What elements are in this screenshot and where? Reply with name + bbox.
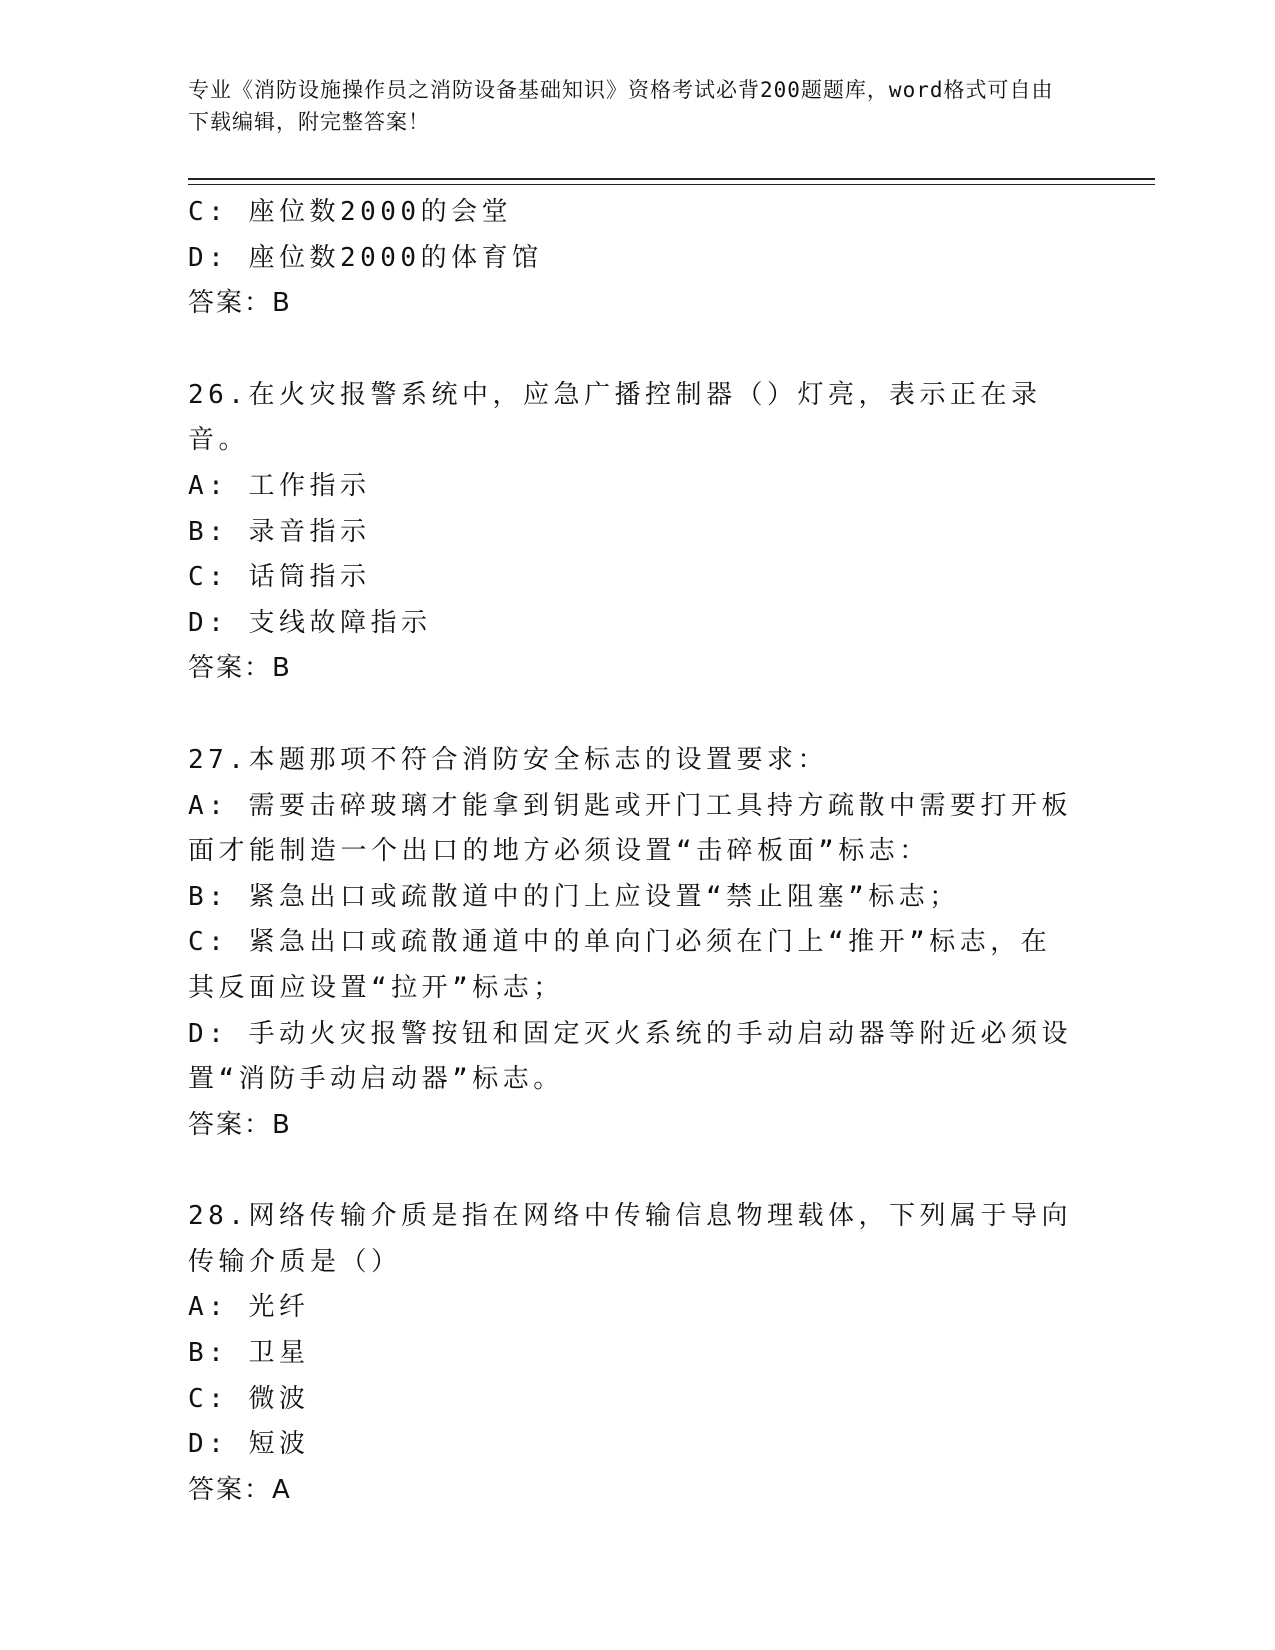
option-a: A: 光纤 (188, 1292, 310, 1323)
option-b: B: 紧急出口或疏散道中的门上应设置“禁止阻塞”标志； (188, 881, 960, 912)
option-b: B: 卫星 (188, 1338, 310, 1369)
spacer (188, 692, 1078, 738)
question-28 (188, 1194, 1078, 1513)
question-26 (188, 373, 1078, 692)
header-rule-thick (188, 178, 1155, 180)
option-b: B: 录音指示 (188, 516, 371, 547)
spacer (188, 327, 1078, 373)
option-c: C: 紧急出口或疏散通道中的单向门必须在门上“推开”标志，在其反面应设置“拉开”标志； (188, 927, 1052, 1003)
option-c: C: 座位数2000的会堂 (188, 197, 513, 227)
answer-line: 答案：A (188, 1474, 292, 1505)
prev-question-tail (188, 190, 1078, 327)
spacer (188, 1148, 1078, 1194)
question-stem: 28.网络传输介质是指在网络中传输信息物理载体，下列属于导向传输介质是（） (188, 1201, 1072, 1277)
question-stem: 27.本题那项不符合消防安全标志的设置要求： (188, 744, 828, 775)
question-content (188, 190, 1078, 1513)
option-d: D: 短波 (188, 1429, 310, 1460)
option-c: C: 微波 (188, 1383, 310, 1414)
answer-line: 答案：B (188, 1109, 292, 1140)
answer-line: 答案：B (188, 653, 292, 684)
header-rule-thin (188, 184, 1155, 185)
page-header: 专业《消防设施操作员之消防设备基础知识》资格考试必背200题题库，word格式可自由下载编辑，附完整答案！ (188, 78, 1054, 134)
question-stem: 26.在火灾报警系统中，应急广播控制器（）灯亮，表示正在录音。 (188, 379, 1042, 456)
option-c: C: 话筒指示 (188, 562, 371, 593)
option-a: A: 工作指示 (188, 470, 371, 501)
question-27 (188, 738, 1078, 1148)
answer-line: 答案：B (188, 288, 292, 319)
option-d: D: 座位数2000的体育馆 (188, 242, 543, 273)
option-d: D: 支线故障指示 (188, 607, 432, 638)
option-d: D: 手动火灾报警按钮和固定灭火系统的手动启动器等附近必须设置“消防手动启动器”标志。 (188, 1018, 1072, 1095)
option-a: A: 需要击碎玻璃才能拿到钥匙或开门工具持方疏散中需要打开板面才能制造一个出口的地方必须设置“击碎板面”标志： (188, 790, 1072, 867)
